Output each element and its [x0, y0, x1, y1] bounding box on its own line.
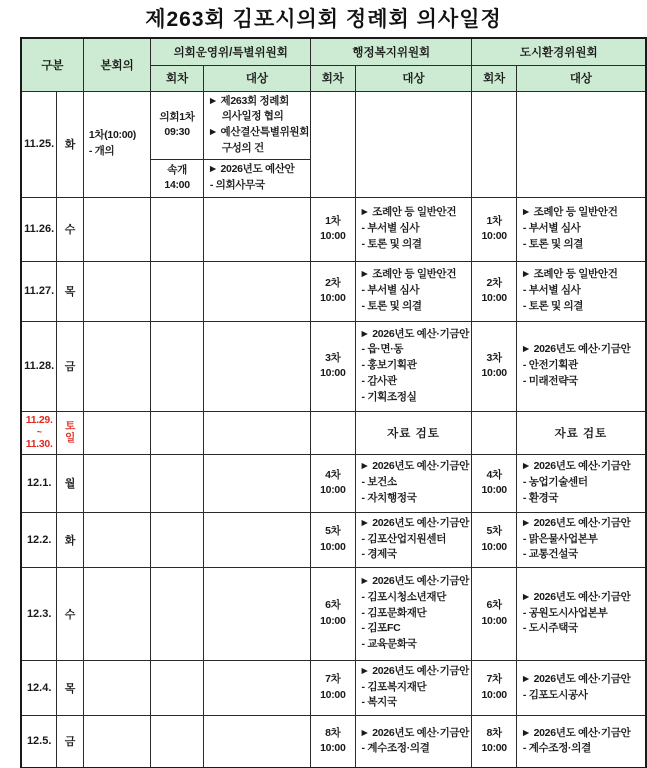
welfare-target-cell	[355, 454, 472, 512]
ops-session-cell	[151, 321, 203, 411]
welfare-target-cell	[355, 91, 472, 197]
plenary-cell	[83, 321, 151, 411]
plenary-cell	[83, 454, 151, 512]
header-urban-session: 회차	[472, 65, 516, 91]
day-cell: 화	[57, 91, 84, 197]
welfare-target-cell	[355, 715, 472, 768]
text-line: ► 2026년도 예산·기금안	[520, 590, 631, 603]
welfare-session-cell	[311, 715, 355, 768]
urban-session-cell	[472, 261, 516, 321]
urban-target-cell	[516, 91, 646, 197]
text-line: 7차	[325, 673, 341, 686]
text-line: 10:00	[320, 230, 346, 242]
day-cell: 수	[57, 197, 84, 261]
day-cell: 월	[57, 454, 84, 512]
text-line: ► 2026년도 예산·기금안	[520, 726, 631, 739]
ops-target-cell	[203, 159, 310, 197]
ops-target-cell	[203, 411, 310, 454]
text-line: 의회1차	[159, 110, 195, 123]
text-line: ► 조례안 등 일반안건	[520, 268, 618, 281]
welfare-session-cell	[311, 197, 355, 261]
welfare-target-cell	[355, 512, 472, 567]
urban-session-cell	[472, 454, 516, 512]
text-line: - 기획조정실	[361, 390, 417, 403]
text-line: 10:00	[481, 367, 507, 379]
day-cell: 목	[57, 660, 84, 715]
text-line: 1차	[486, 214, 502, 227]
text-line: - 김포도시공사	[522, 688, 588, 701]
ops-session-cell	[151, 411, 203, 454]
text-line: 7차	[486, 673, 502, 686]
welfare-session-cell	[311, 91, 355, 197]
text-line: 일	[65, 431, 76, 444]
text-line: 14:00	[164, 179, 190, 191]
text-line: - 김포시청소년재단	[361, 590, 447, 603]
urban-target-cell	[516, 261, 646, 321]
text-line: 2차	[325, 276, 341, 289]
text-line: - 김포산업지원센터	[361, 532, 447, 545]
text-line: - 부서별 심사	[361, 222, 420, 235]
text-line: - 토론 및 의결	[361, 299, 422, 312]
text-line: 구성의 건	[221, 141, 264, 154]
welfare-target-cell	[355, 567, 472, 660]
ops-session-cell	[151, 512, 203, 567]
urban-target-cell	[516, 454, 646, 512]
urban-session-cell	[472, 197, 516, 261]
ops-target-cell	[203, 660, 310, 715]
text-line: - 보건소	[361, 476, 397, 489]
text-line: 3차	[325, 351, 341, 364]
text-line: 4차	[486, 468, 502, 481]
text-line: 5차	[325, 525, 341, 538]
text-line: 10:00	[320, 367, 346, 379]
header-ops-session: 회차	[151, 65, 203, 91]
welfare-session-cell	[311, 454, 355, 512]
day-cell: 화	[57, 512, 84, 567]
text-line: ► 예산결산특별위원회	[207, 126, 310, 138]
urban-target-cell	[516, 512, 646, 567]
urban-session-cell	[472, 411, 516, 454]
text-line: 10:00	[320, 484, 346, 496]
ops-target-cell	[203, 715, 310, 768]
text-line: - 교육문화국	[361, 638, 417, 651]
text-line: 6차	[325, 599, 341, 612]
text-line: ~	[36, 427, 42, 438]
header-group-ops-committee: 의회운영위/특별위원회	[151, 38, 311, 65]
text-line: 09:30	[164, 126, 190, 138]
welfare-target-cell: 자료 검토	[355, 411, 472, 454]
text-line: - 자치행정국	[361, 491, 417, 504]
welfare-target-cell	[355, 197, 472, 261]
header-plenary: 본회의	[83, 38, 151, 91]
urban-target-cell	[516, 321, 646, 411]
text-line: - 홍보기획관	[361, 359, 417, 372]
text-line: - 계수조정·의결	[361, 742, 430, 755]
text-line: 10:00	[481, 484, 507, 496]
text-line: 10:00	[481, 540, 507, 553]
day-cell: 금	[57, 715, 84, 768]
text-line: - 미래전략국	[522, 374, 578, 387]
day-cell: 수	[57, 567, 84, 660]
header-group-urban-committee: 도시환경위원회	[472, 38, 646, 65]
text-line: ► 조례안 등 일반안건	[520, 206, 618, 219]
ops-session-cell	[151, 454, 203, 512]
date-cell: 11.27.	[21, 261, 57, 321]
text-line: 10:00	[320, 540, 346, 553]
ops-target-cell	[203, 321, 310, 411]
text-line: ► 2026년도 예산·기금안	[359, 516, 470, 529]
ops-session-cell	[151, 261, 203, 321]
text-line: - 토론 및 의결	[361, 237, 422, 250]
text-line: 11.29.	[25, 413, 53, 426]
text-line: ► 제263회 정례회	[207, 94, 289, 107]
ops-session-cell	[151, 91, 203, 159]
text-line: - 교통건설국	[522, 548, 578, 561]
day-cell: 금	[57, 321, 84, 411]
date-cell: 12.1.	[21, 454, 57, 512]
text-line: ► 2026년도 예산·기금안	[520, 343, 631, 356]
text-line: - 계수조정·의결	[522, 742, 591, 755]
date-cell: 11.26.	[21, 197, 57, 261]
plenary-cell	[83, 91, 151, 197]
ops-session-cell	[151, 159, 203, 197]
ops-target-cell	[203, 261, 310, 321]
date-cell: 11.25.	[21, 91, 57, 197]
text-line: - 토론 및 의결	[522, 237, 584, 250]
urban-session-cell	[472, 715, 516, 768]
header-welfare-session: 회차	[311, 65, 355, 91]
text-line: - 개의	[88, 145, 115, 157]
text-line: 6차	[486, 599, 502, 612]
text-line: 8차	[486, 727, 502, 740]
ops-session-cell	[151, 715, 203, 768]
plenary-cell	[83, 660, 151, 715]
welfare-session-cell	[311, 411, 355, 454]
header-welfare-target: 대상	[355, 65, 472, 91]
ops-target-cell	[203, 512, 310, 567]
text-line: 10:00	[481, 742, 507, 755]
text-line: 3차	[486, 351, 502, 364]
plenary-cell	[83, 567, 151, 660]
text-line: ► 2026년도 예산·기금안	[520, 460, 631, 473]
welfare-session-cell	[311, 660, 355, 715]
ops-target-cell	[203, 567, 310, 660]
urban-target-cell	[516, 715, 646, 768]
text-line: 10:00	[320, 688, 346, 701]
urban-target-cell	[516, 567, 646, 660]
plenary-cell	[83, 261, 151, 321]
welfare-target-cell	[355, 321, 472, 411]
text-line: ► 2026년도 예산·기금안	[520, 672, 631, 685]
text-line: 의사일정 협의	[221, 110, 284, 123]
text-line: ► 조례안 등 일반안건	[359, 268, 457, 281]
text-line: - 김포복지재단	[361, 680, 427, 693]
text-line: - 경제국	[361, 548, 397, 561]
date-cell: 12.5.	[21, 715, 57, 768]
urban-target-cell: 자료 검토	[516, 411, 646, 454]
welfare-target-cell	[355, 660, 472, 715]
date-cell: 12.2.	[21, 512, 57, 567]
header-ops-target: 대상	[203, 65, 310, 91]
plenary-cell	[83, 411, 151, 454]
text-line: ► 2026년도 예산·기금안	[359, 664, 470, 677]
text-line: - 부서별 심사	[522, 222, 581, 235]
header-gubun: 구분	[21, 38, 83, 91]
text-line: - 복지국	[361, 696, 397, 709]
text-line: - 안전기획관	[522, 359, 578, 372]
text-line: - 의회사무국	[209, 179, 265, 191]
welfare-session-cell	[311, 261, 355, 321]
date-cell: 11.28.	[21, 321, 57, 411]
text-line: - 김포FC	[361, 622, 401, 635]
text-line: 10:00	[320, 614, 346, 627]
header-group-welfare-committee: 행정복지위원회	[311, 38, 472, 65]
date-cell: 12.3.	[21, 567, 57, 660]
text-line: 10:00	[320, 292, 346, 304]
ops-session-cell	[151, 567, 203, 660]
text-line: 10:00	[481, 688, 507, 701]
text-line: 2차	[486, 276, 502, 289]
ops-session-cell	[151, 660, 203, 715]
text-line: - 농업기술센터	[522, 476, 588, 489]
welfare-target-cell	[355, 261, 472, 321]
text-line: 5차	[486, 525, 502, 538]
text-line: - 토론 및 의결	[522, 299, 584, 312]
text-line: - 환경국	[522, 491, 559, 504]
page-title: 제263회 김포시의회 정례회 의사일정	[145, 8, 502, 31]
text-line: - 도시주택국	[522, 622, 578, 635]
ops-target-cell	[203, 197, 310, 261]
day-cell: 목	[57, 261, 84, 321]
text-line: 8차	[325, 727, 341, 740]
urban-session-cell	[472, 567, 516, 660]
text-line: - 김포문화재단	[361, 606, 427, 619]
date-cell	[21, 411, 57, 454]
text-line: ► 2026년도 예산·기금안	[359, 327, 470, 340]
text-line: - 공원도시사업본부	[522, 606, 608, 619]
welfare-session-cell	[311, 567, 355, 660]
ops-target-cell	[203, 91, 310, 159]
urban-target-cell	[516, 197, 646, 261]
urban-target-cell	[516, 660, 646, 715]
text-line: - 부서별 심사	[361, 284, 420, 297]
text-line: 10:00	[481, 230, 507, 242]
text-line: - 감사관	[361, 374, 397, 387]
urban-session-cell	[472, 660, 516, 715]
plenary-cell	[83, 197, 151, 261]
text-line: ► 2026년도 예산·기금안	[359, 575, 470, 588]
text-line: ► 2026년도 예산·기금안	[359, 460, 470, 473]
text-line: - 읍·면·동	[361, 343, 404, 356]
ops-target-cell	[203, 454, 310, 512]
text-line: 토	[65, 419, 76, 432]
text-line: 10:00	[481, 614, 507, 627]
welfare-session-cell	[311, 512, 355, 567]
text-line: 1차	[325, 214, 341, 227]
day-cell	[57, 411, 84, 454]
plenary-cell	[83, 512, 151, 567]
text-line: ► 2026년도 예산·기금안	[520, 516, 631, 529]
text-line: - 맑은물사업본부	[522, 532, 598, 545]
text-line: 4차	[325, 468, 341, 481]
plenary-cell	[83, 715, 151, 768]
date-cell: 12.4.	[21, 660, 57, 715]
text-line: 1차(10:00)	[88, 129, 136, 142]
text-line: ► 조례안 등 일반안건	[359, 206, 457, 219]
schedule-table	[20, 37, 647, 768]
welfare-session-cell	[311, 321, 355, 411]
urban-session-cell	[472, 91, 516, 197]
urban-session-cell	[472, 512, 516, 567]
urban-session-cell	[472, 321, 516, 411]
text-line: 10:00	[320, 742, 346, 755]
text-line: ► 2026년도 예산·기금안	[359, 726, 470, 739]
text-line: ► 2026년도 예산안	[207, 163, 295, 176]
text-line: 속개	[167, 163, 187, 176]
header-urban-target: 대상	[516, 65, 646, 91]
text-line: 11.30.	[25, 437, 53, 450]
text-line: 10:00	[481, 292, 507, 304]
text-line: - 부서별 심사	[522, 284, 581, 297]
ops-session-cell	[151, 197, 203, 261]
